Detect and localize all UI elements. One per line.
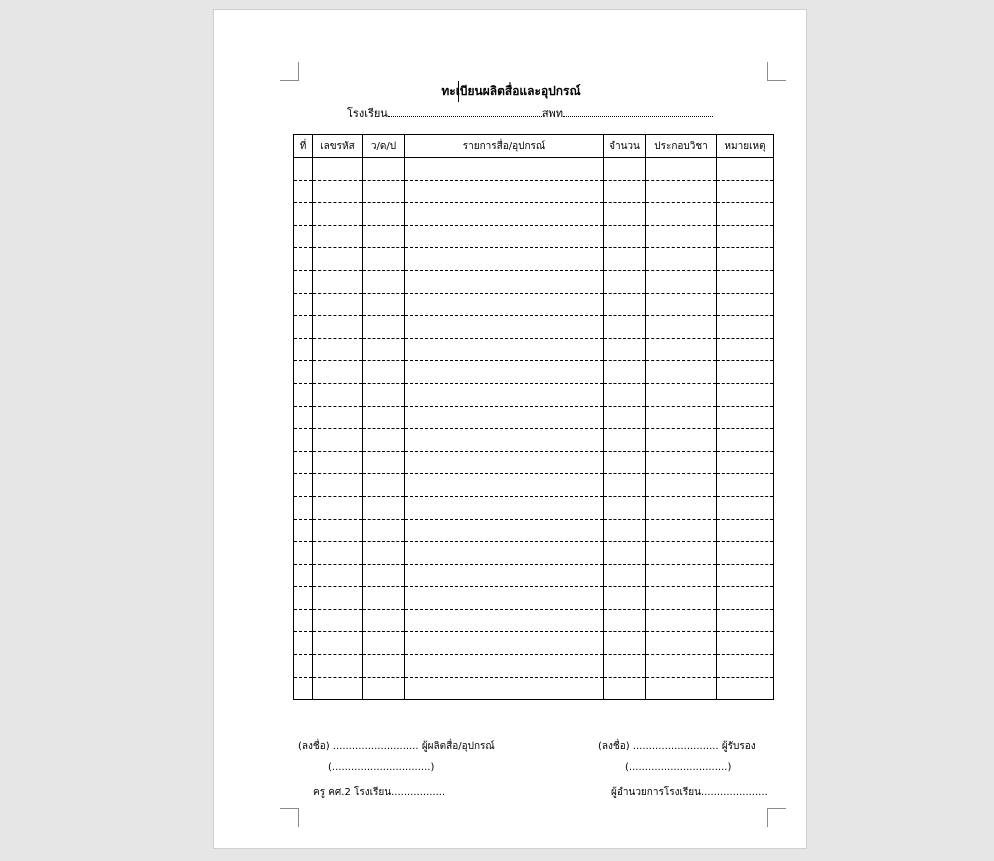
table-cell[interactable] <box>294 429 313 452</box>
table-cell[interactable] <box>646 203 717 226</box>
school-office-line[interactable] <box>347 104 713 122</box>
table-cell[interactable] <box>405 451 604 474</box>
table-cell[interactable] <box>294 383 313 406</box>
table-cell[interactable] <box>604 429 646 452</box>
table-cell[interactable] <box>313 429 363 452</box>
table-cell[interactable] <box>294 542 313 565</box>
table-cell[interactable] <box>313 474 363 497</box>
table-cell[interactable] <box>363 474 405 497</box>
table-cell[interactable] <box>313 383 363 406</box>
table-cell[interactable] <box>313 677 363 700</box>
table-cell[interactable] <box>405 158 604 181</box>
table-cell[interactable] <box>646 180 717 203</box>
table-row <box>294 677 774 700</box>
table-cell[interactable] <box>294 564 313 587</box>
header-quantity: จำนวน <box>604 135 646 158</box>
table-cell[interactable] <box>313 406 363 429</box>
left-sign-role: ผู้ผลิตสื่อ/อุปกรณ์ <box>421 741 495 752</box>
table-cell[interactable] <box>717 203 774 226</box>
table-cell[interactable] <box>646 451 717 474</box>
crop-mark-bottom-left <box>280 808 299 827</box>
table-cell[interactable] <box>646 248 717 271</box>
table-cell[interactable] <box>604 316 646 339</box>
table-row <box>294 338 774 361</box>
table-row <box>294 655 774 678</box>
table-cell[interactable] <box>717 496 774 519</box>
table-cell[interactable] <box>294 338 313 361</box>
table-cell[interactable] <box>363 609 405 632</box>
table-cell[interactable] <box>294 293 313 316</box>
right-name-line[interactable]: (...............................) <box>625 762 732 773</box>
table-cell[interactable] <box>604 655 646 678</box>
crop-mark-top-right <box>767 62 786 81</box>
table-cell[interactable] <box>717 248 774 271</box>
header-no: ที่ <box>294 135 313 158</box>
right-sign-role: ผู้รับรอง <box>721 741 756 752</box>
table-cell[interactable] <box>405 542 604 565</box>
table-cell[interactable] <box>405 496 604 519</box>
table-cell[interactable] <box>717 406 774 429</box>
left-position-line[interactable]: ครู คศ.2 โรงเรียน................. <box>313 787 446 798</box>
table-cell[interactable] <box>717 632 774 655</box>
table-cell[interactable] <box>363 451 405 474</box>
table-cell[interactable] <box>604 361 646 384</box>
table-cell[interactable] <box>717 383 774 406</box>
table-cell[interactable] <box>646 609 717 632</box>
table-row <box>294 180 774 203</box>
table-row <box>294 158 774 181</box>
table-cell[interactable] <box>405 677 604 700</box>
table-cell[interactable] <box>405 248 604 271</box>
header-subject: ประกอบวิชา <box>646 135 717 158</box>
table-cell[interactable] <box>405 338 604 361</box>
table-cell[interactable] <box>717 225 774 248</box>
table-cell[interactable] <box>717 519 774 542</box>
table-cell[interactable] <box>294 451 313 474</box>
table-cell[interactable] <box>294 519 313 542</box>
table-cell[interactable] <box>294 225 313 248</box>
office-label: สพท <box>541 107 564 120</box>
table-cell[interactable] <box>646 474 717 497</box>
table-cell[interactable] <box>294 406 313 429</box>
table-row <box>294 383 774 406</box>
table-row <box>294 270 774 293</box>
table-row <box>294 203 774 226</box>
left-sign-prefix: (ลงชื่อ) ........................... <box>298 741 419 752</box>
table-cell[interactable] <box>717 293 774 316</box>
table-cell[interactable] <box>646 338 717 361</box>
table-cell[interactable] <box>313 316 363 339</box>
table-cell[interactable] <box>405 429 604 452</box>
table-cell[interactable] <box>646 383 717 406</box>
table-cell[interactable] <box>363 270 405 293</box>
table-cell[interactable] <box>363 519 405 542</box>
table-cell[interactable] <box>604 203 646 226</box>
table-cell[interactable] <box>363 564 405 587</box>
table-cell[interactable] <box>604 474 646 497</box>
header-date: ว/ด/ป <box>363 135 405 158</box>
table-cell[interactable] <box>363 158 405 181</box>
table-cell[interactable] <box>294 587 313 610</box>
table-cell[interactable] <box>313 519 363 542</box>
table-cell[interactable] <box>405 519 604 542</box>
table-cell[interactable] <box>313 203 363 226</box>
school-label: โรงเรียน <box>347 107 388 120</box>
table-cell[interactable] <box>604 542 646 565</box>
table-cell[interactable] <box>405 225 604 248</box>
table-cell[interactable] <box>717 316 774 339</box>
table-cell[interactable] <box>294 180 313 203</box>
office-blank <box>563 106 713 117</box>
table-cell[interactable] <box>717 474 774 497</box>
left-signature-line[interactable] <box>298 739 495 754</box>
table-cell[interactable] <box>313 451 363 474</box>
table-cell[interactable] <box>717 677 774 700</box>
table-cell[interactable] <box>604 677 646 700</box>
document-title[interactable]: ทะเบียนผลิตสื่อและอุปกรณ์ <box>441 84 581 98</box>
table-cell[interactable] <box>405 293 604 316</box>
table-cell[interactable] <box>604 587 646 610</box>
table-cell[interactable] <box>363 542 405 565</box>
table-cell[interactable] <box>405 655 604 678</box>
table-cell[interactable] <box>294 496 313 519</box>
header-item: รายการสื่อ/อุปกรณ์ <box>405 135 604 158</box>
table-cell[interactable] <box>604 158 646 181</box>
table-cell[interactable] <box>604 406 646 429</box>
table-cell[interactable] <box>717 429 774 452</box>
table-cell[interactable] <box>604 180 646 203</box>
table-cell[interactable] <box>604 293 646 316</box>
table-cell[interactable] <box>604 564 646 587</box>
table-header-row <box>294 135 774 158</box>
table-cell[interactable] <box>604 225 646 248</box>
table-cell[interactable] <box>313 542 363 565</box>
table-cell[interactable] <box>294 270 313 293</box>
table-cell[interactable] <box>646 429 717 452</box>
table-row <box>294 587 774 610</box>
table-cell[interactable] <box>717 451 774 474</box>
table-row <box>294 542 774 565</box>
table-cell[interactable] <box>405 474 604 497</box>
table-cell[interactable] <box>717 609 774 632</box>
table-cell[interactable] <box>313 632 363 655</box>
register-table[interactable] <box>293 134 774 700</box>
table-cell[interactable] <box>405 564 604 587</box>
table-cell[interactable] <box>313 655 363 678</box>
table-row <box>294 632 774 655</box>
table-cell[interactable] <box>646 293 717 316</box>
table-cell[interactable] <box>717 587 774 610</box>
table-cell[interactable] <box>294 248 313 271</box>
table-cell[interactable] <box>646 406 717 429</box>
table-cell[interactable] <box>405 361 604 384</box>
crop-mark-bottom-right <box>767 808 786 827</box>
table-cell[interactable] <box>405 180 604 203</box>
table-cell[interactable] <box>294 203 313 226</box>
table-cell[interactable] <box>604 451 646 474</box>
table-cell[interactable] <box>313 361 363 384</box>
table-cell[interactable] <box>313 180 363 203</box>
table-cell[interactable] <box>294 677 313 700</box>
table-row <box>294 429 774 452</box>
table-cell[interactable] <box>294 655 313 678</box>
table-cell[interactable] <box>363 361 405 384</box>
table-cell[interactable] <box>405 270 604 293</box>
table-cell[interactable] <box>363 383 405 406</box>
table-cell[interactable] <box>604 270 646 293</box>
table-cell[interactable] <box>363 180 405 203</box>
table-row <box>294 248 774 271</box>
table-cell[interactable] <box>363 406 405 429</box>
table-cell[interactable] <box>646 677 717 700</box>
right-sign-prefix: (ลงชื่อ) ........................... <box>598 741 719 752</box>
table-cell[interactable] <box>646 225 717 248</box>
table-cell[interactable] <box>313 587 363 610</box>
header-remarks: หมายเหตุ <box>717 135 774 158</box>
school-blank <box>388 106 542 117</box>
table-cell[interactable] <box>646 270 717 293</box>
table-cell[interactable] <box>363 338 405 361</box>
table-cell[interactable] <box>405 316 604 339</box>
table-cell[interactable] <box>363 293 405 316</box>
table-cell[interactable] <box>405 203 604 226</box>
table-row <box>294 496 774 519</box>
table-cell[interactable] <box>313 564 363 587</box>
table-cell[interactable] <box>363 677 405 700</box>
table-cell[interactable] <box>363 225 405 248</box>
table-row <box>294 316 774 339</box>
table-row <box>294 519 774 542</box>
table-cell[interactable] <box>313 225 363 248</box>
table-cell[interactable] <box>294 609 313 632</box>
document-page <box>213 9 807 849</box>
table-cell[interactable] <box>313 248 363 271</box>
table-cell[interactable] <box>717 180 774 203</box>
table-cell[interactable] <box>313 496 363 519</box>
table-cell[interactable] <box>313 338 363 361</box>
table-cell[interactable] <box>646 564 717 587</box>
table-cell[interactable] <box>604 632 646 655</box>
crop-mark-top-left <box>280 62 299 81</box>
table-cell[interactable] <box>294 632 313 655</box>
table-row <box>294 474 774 497</box>
table-cell[interactable] <box>646 519 717 542</box>
table-cell[interactable] <box>313 158 363 181</box>
table-cell[interactable] <box>717 564 774 587</box>
table-row <box>294 293 774 316</box>
table-cell[interactable] <box>604 609 646 632</box>
table-cell[interactable] <box>363 248 405 271</box>
table-cell[interactable] <box>294 474 313 497</box>
table-cell[interactable] <box>646 496 717 519</box>
table-cell[interactable] <box>313 270 363 293</box>
table-cell[interactable] <box>717 338 774 361</box>
table-row <box>294 564 774 587</box>
table-row <box>294 406 774 429</box>
table-cell[interactable] <box>363 203 405 226</box>
table-cell[interactable] <box>646 316 717 339</box>
table-cell[interactable] <box>294 158 313 181</box>
table-cell[interactable] <box>363 632 405 655</box>
table-cell[interactable] <box>405 406 604 429</box>
table-row <box>294 451 774 474</box>
table-cell[interactable] <box>363 655 405 678</box>
table-cell[interactable] <box>294 361 313 384</box>
table-cell[interactable] <box>717 542 774 565</box>
table-cell[interactable] <box>405 383 604 406</box>
table-cell[interactable] <box>604 383 646 406</box>
table-cell[interactable] <box>363 587 405 610</box>
table-row <box>294 361 774 384</box>
table-cell[interactable] <box>646 158 717 181</box>
left-name-line[interactable]: (...............................) <box>328 762 435 773</box>
table-cell[interactable] <box>717 270 774 293</box>
table-cell[interactable] <box>646 542 717 565</box>
table-cell[interactable] <box>646 587 717 610</box>
table-row <box>294 225 774 248</box>
right-position-line[interactable]: ผู้อำนวยการโรงเรียน..................... <box>611 787 768 798</box>
table-cell[interactable] <box>717 158 774 181</box>
table-cell[interactable] <box>313 293 363 316</box>
table-cell[interactable] <box>363 496 405 519</box>
table-cell[interactable] <box>405 609 604 632</box>
table-row <box>294 609 774 632</box>
table-cell[interactable] <box>294 316 313 339</box>
right-signature-line[interactable] <box>598 739 756 754</box>
header-code: เลขรหัส <box>313 135 363 158</box>
table-cell[interactable] <box>646 632 717 655</box>
table-cell[interactable] <box>646 361 717 384</box>
table-cell[interactable] <box>313 609 363 632</box>
table-cell[interactable] <box>405 587 604 610</box>
table-cell[interactable] <box>604 338 646 361</box>
table-cell[interactable] <box>717 655 774 678</box>
table-cell[interactable] <box>604 496 646 519</box>
table-cell[interactable] <box>646 655 717 678</box>
table-cell[interactable] <box>604 248 646 271</box>
table-cell[interactable] <box>604 519 646 542</box>
table-cell[interactable] <box>405 632 604 655</box>
table-cell[interactable] <box>717 361 774 384</box>
table-cell[interactable] <box>363 316 405 339</box>
table-cell[interactable] <box>363 429 405 452</box>
